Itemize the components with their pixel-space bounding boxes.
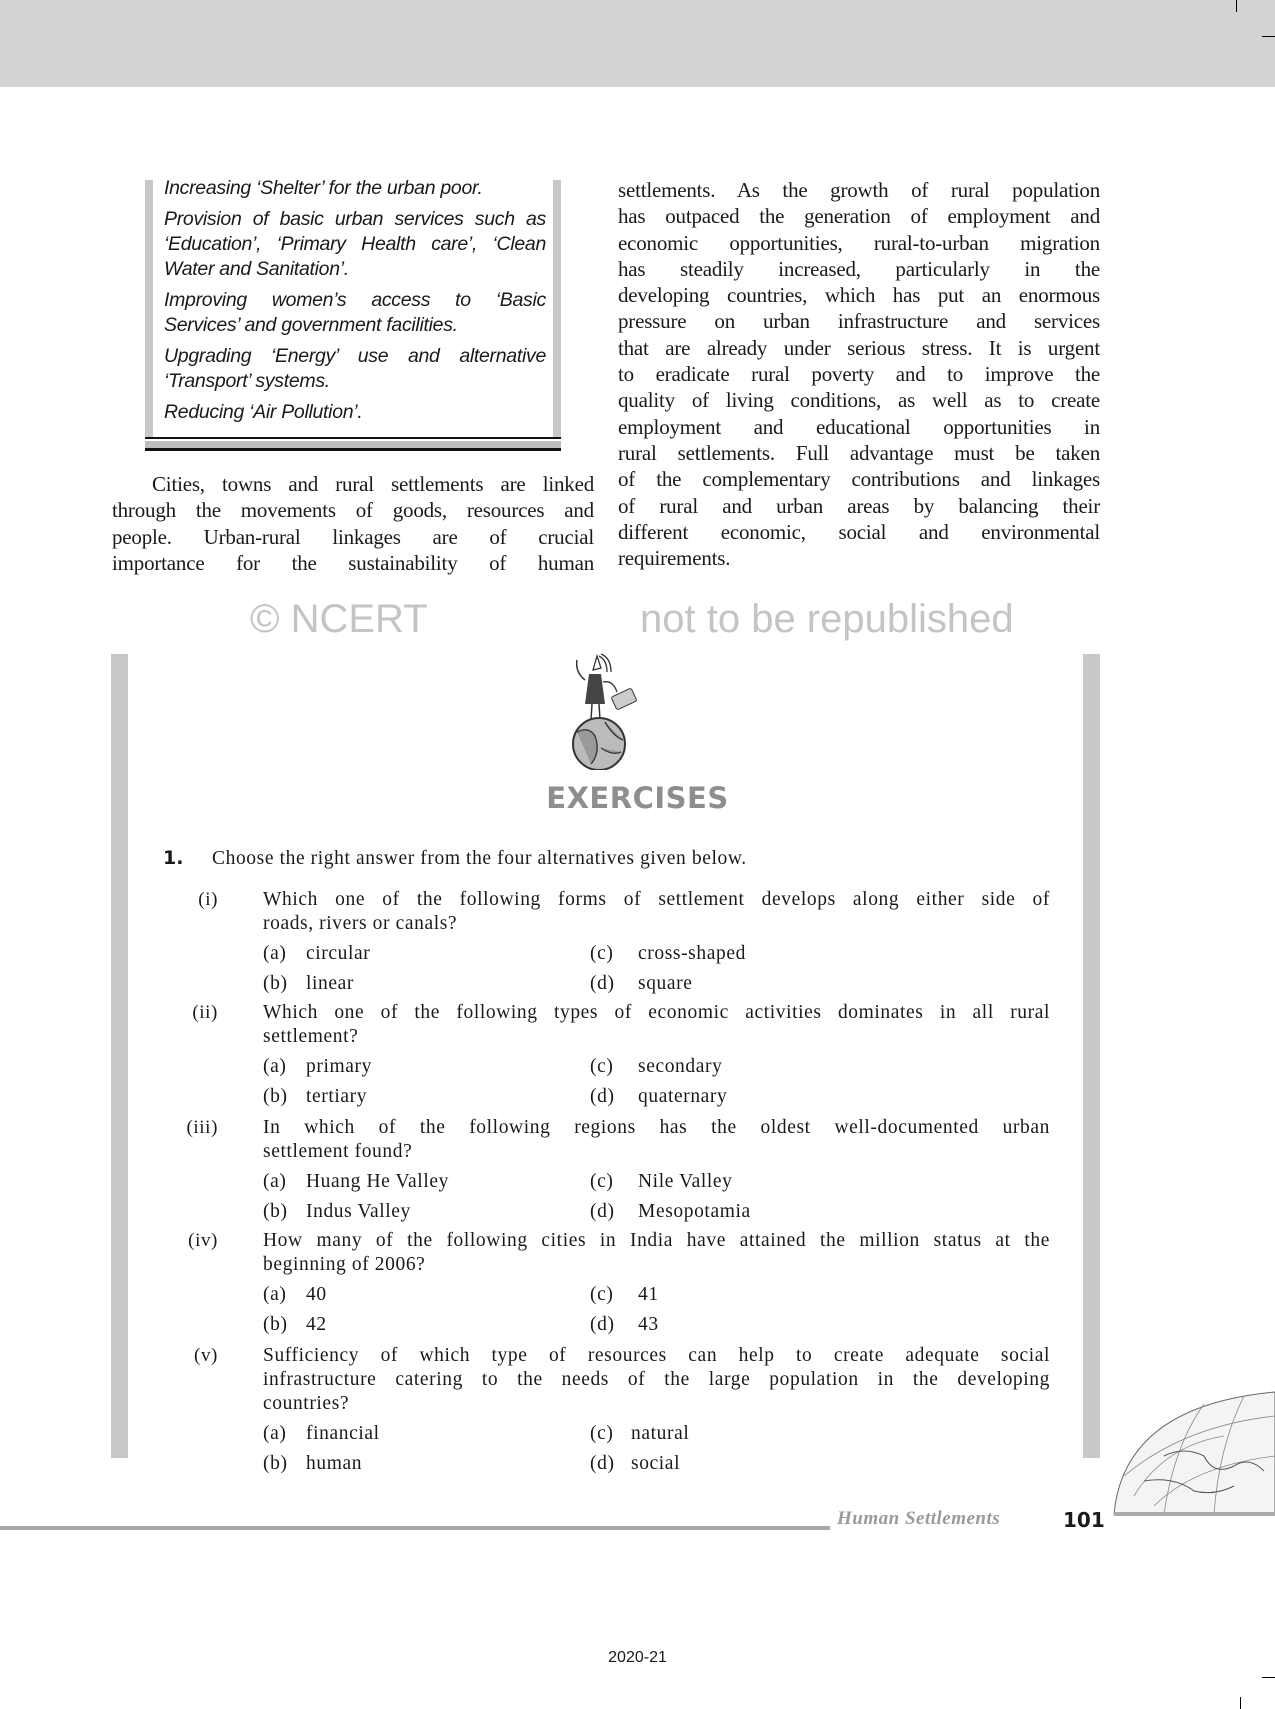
box-list-item <box>164 344 546 394</box>
option-label: (c) <box>590 1056 614 1077</box>
box-item-line: Water and Sanitation’. <box>164 258 349 280</box>
paragraph-line: of rural and urban areas by balancing their <box>618 493 1100 518</box>
paragraph-line: through the movements of goods, resources and <box>112 498 594 523</box>
option-label: (d) <box>590 1452 615 1474</box>
paragraph-line: people. Urban-rural linkages are of crucial <box>112 524 594 549</box>
paragraph-line: pressure on urban infrastructure and services <box>618 309 1100 334</box>
question-text-line: infrastructure catering to the needs of the large population in the developing <box>263 1369 1050 1390</box>
box-rule <box>145 437 561 439</box>
option-text: quaternary <box>638 1085 728 1107</box>
option-label: (a) <box>263 1423 287 1444</box>
box-item-line: ‘Education’, ‘Primary Health care’, ‘Clean <box>164 233 546 255</box>
globe-mascot-illustration <box>565 652 645 770</box>
exercise-box-right-bar <box>1083 654 1100 1458</box>
question-text-line: beginning of 2006? <box>263 1254 426 1275</box>
running-footer-title: Human Settlements <box>837 1508 1001 1529</box>
option-label: (a) <box>263 943 287 964</box>
option-label: (b) <box>263 1200 288 1222</box>
option-label: (b) <box>263 1313 288 1335</box>
question-text-line: Sufficiency of which type of resources can help to create adequate social <box>263 1345 1050 1366</box>
option-text: square <box>638 972 693 994</box>
option-label: (c) <box>590 1284 614 1305</box>
paragraph-line: employment and educational opportunities in <box>618 414 1100 439</box>
question-text-line: settlement? <box>263 1026 359 1047</box>
paragraph-line: Cities, towns and rural settlements are linked <box>152 472 594 496</box>
question-roman-numeral: (v) <box>194 1345 218 1366</box>
exercise-box-left-bar <box>111 654 128 1458</box>
question-text-line: Which one of the following types of economic activities dominates in all rural <box>263 1002 1050 1023</box>
box-rule <box>145 448 561 451</box>
box-list-item <box>164 176 546 201</box>
option-text: 42 <box>306 1313 327 1335</box>
paragraph-line: importance for the sustainability of human <box>112 550 594 575</box>
option-label: (c) <box>590 1171 614 1192</box>
paragraph-line: economic opportunities, rural-to-urban migration <box>618 230 1100 255</box>
option-label: (a) <box>263 1056 287 1077</box>
option-text: natural <box>631 1423 690 1444</box>
option-text: Huang He Valley <box>306 1171 449 1192</box>
question-roman-numeral: (i) <box>198 889 218 910</box>
option-label: (d) <box>590 972 615 994</box>
question-text-line: countries? <box>263 1393 350 1414</box>
boxed-list <box>164 176 546 431</box>
paragraph-line: rural settlements. Full advantage must be taken <box>618 440 1100 465</box>
option-text: Mesopotamia <box>638 1200 751 1222</box>
paragraph-line: of the complementary contributions and linkages <box>618 467 1100 492</box>
world-map-globe-decoration <box>1104 1386 1275 1516</box>
box-item-line: Increasing ‘Shelter’ for the urban poor. <box>164 177 483 199</box>
option-label: (d) <box>590 1313 615 1335</box>
footer-rule <box>0 1526 830 1530</box>
question-text-line: settlement found? <box>263 1141 413 1162</box>
box-list-item <box>164 288 546 338</box>
box-item-line: Upgrading ‘Energy’ use and alternative <box>164 345 546 367</box>
option-text: linear <box>306 972 354 994</box>
box-list-item <box>164 207 546 282</box>
paragraph-line: that are already under serious stress. It is urgent <box>618 335 1100 360</box>
question-roman-numeral: (ii) <box>192 1002 218 1023</box>
question-instruction: Choose the right answer from the four alternatives given below. <box>212 848 747 869</box>
watermark-not-republished: not to be republished <box>640 597 1014 641</box>
option-label: (b) <box>263 1452 288 1474</box>
option-text: financial <box>306 1423 380 1444</box>
left-paragraph <box>112 471 594 576</box>
paragraph-line: has outpaced the generation of employment and <box>618 204 1100 229</box>
exercises-heading: EXERCISES <box>546 781 729 815</box>
top-margin-band <box>0 0 1275 87</box>
option-label: (a) <box>263 1284 287 1305</box>
option-label: (c) <box>590 1423 614 1444</box>
crop-mark <box>1236 0 1237 12</box>
question-roman-numeral: (iii) <box>186 1117 218 1138</box>
option-text: cross-shaped <box>638 943 746 964</box>
question-number: 1. <box>163 847 184 869</box>
option-text: primary <box>306 1056 372 1077</box>
option-label: (b) <box>263 972 288 994</box>
paragraph-line: quality of living conditions, as well as to create <box>618 388 1100 413</box>
option-text: 41 <box>638 1284 659 1305</box>
paragraph-line: settlements. As the growth of rural population <box>618 178 1100 202</box>
option-label: (b) <box>263 1085 288 1107</box>
paragraph-line: to eradicate rural poverty and to improve the <box>618 362 1100 387</box>
option-text: Nile Valley <box>638 1171 733 1192</box>
question-text-line: Which one of the following forms of settlement develops along either side of <box>263 889 1050 910</box>
watermark-ncert: © NCERT <box>250 597 428 641</box>
paragraph-line: requirements. <box>618 546 731 571</box>
edition-year: 2020-21 <box>608 1649 667 1666</box>
box-list-item <box>164 400 546 425</box>
option-label: (c) <box>590 943 614 964</box>
box-item-line: Reducing ‘Air Pollution’. <box>164 401 363 423</box>
option-text: social <box>631 1452 681 1474</box>
right-paragraph <box>618 177 1100 571</box>
option-text: Indus Valley <box>306 1200 411 1222</box>
box-item-line: Provision of basic urban services such as <box>164 208 546 230</box>
option-text: secondary <box>638 1056 723 1077</box>
option-label: (d) <box>590 1085 615 1107</box>
paragraph-line: developing countries, which has put an enormous <box>618 283 1100 308</box>
question-roman-numeral: (iv) <box>188 1230 218 1251</box>
option-label: (d) <box>590 1200 615 1222</box>
box-item-line: Services’ and government facilities. <box>164 314 458 336</box>
question-text-line: In which of the following regions has the oldest well-documented urban <box>263 1117 1050 1138</box>
crop-mark <box>1262 1677 1275 1678</box>
option-text: 40 <box>306 1284 327 1305</box>
page-number: 101 <box>1063 1508 1105 1532</box>
paragraph-line: different economic, social and environmental <box>618 519 1100 544</box>
option-text: circular <box>306 943 371 964</box>
option-text: tertiary <box>306 1085 368 1107</box>
question-text-line: How many of the following cities in India have attained the million status at the <box>263 1230 1050 1251</box>
option-text: human <box>306 1452 363 1474</box>
crop-mark <box>1262 36 1275 37</box>
option-text: 43 <box>638 1313 659 1335</box>
box-item-line: Improving women’s access to ‘Basic <box>164 289 546 311</box>
paragraph-line: has steadily increased, particularly in the <box>618 256 1100 281</box>
option-label: (a) <box>263 1171 287 1192</box>
crop-mark <box>1240 1697 1241 1709</box>
question-text-line: roads, rivers or canals? <box>263 913 458 934</box>
box-item-line: ‘Transport’ systems. <box>164 370 330 392</box>
